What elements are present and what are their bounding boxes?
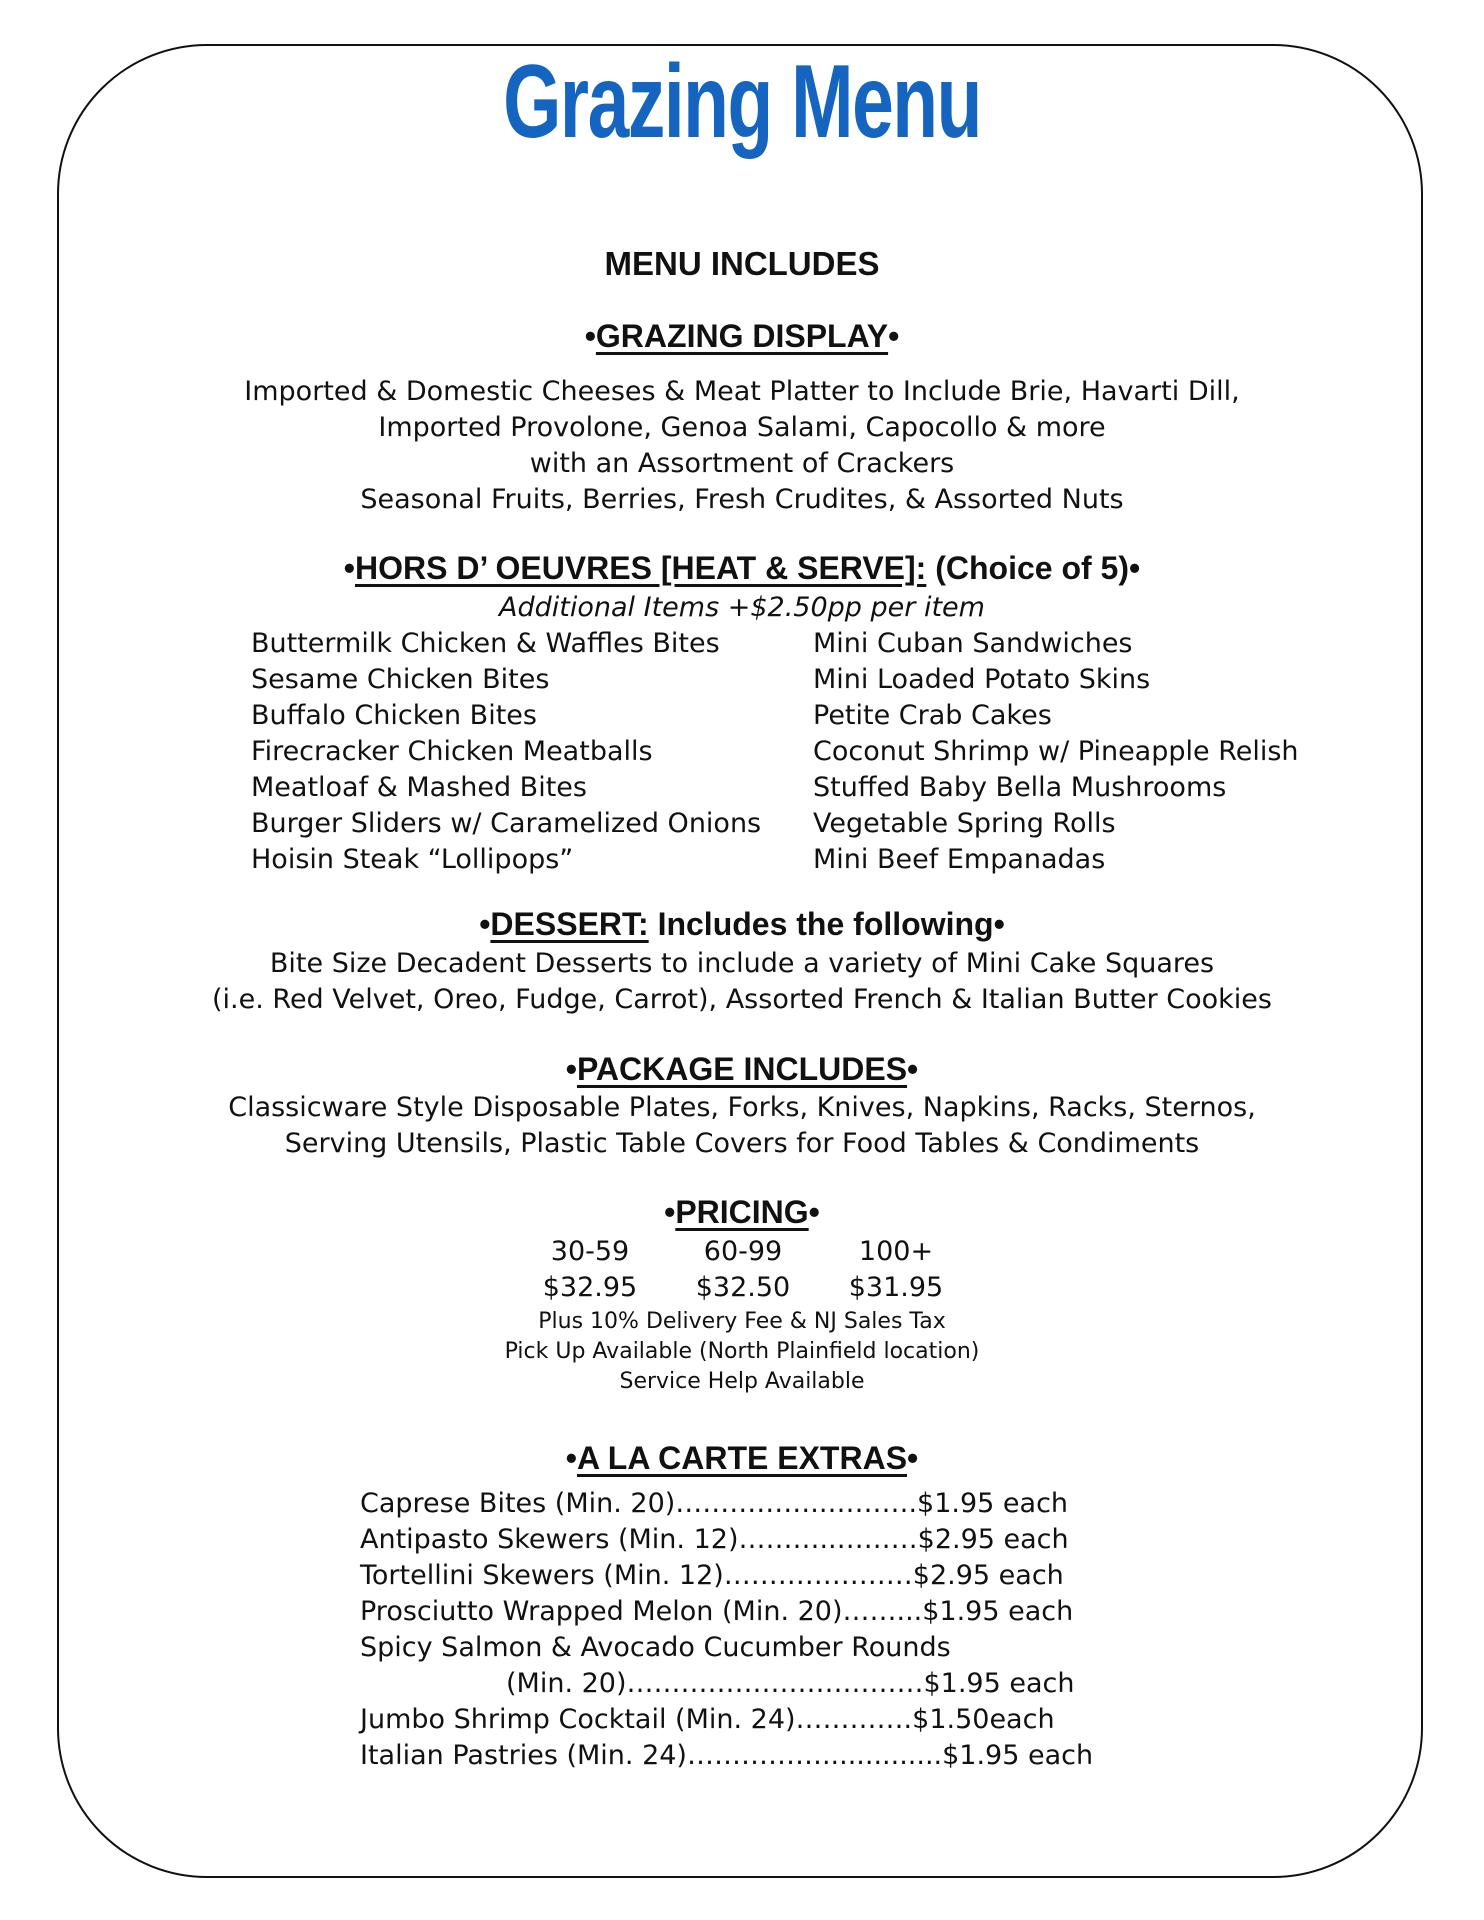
list-item: Sesame Chicken Bites [251,664,550,695]
bullet: • [808,1194,820,1230]
extra-item: Tortellini Skewers (Min. 12)…………………$2.95 each [360,1560,1064,1591]
pricing-price: $32.95 [542,1272,638,1303]
grazing-display-heading [0,316,1484,356]
package-description [0,1090,1484,1162]
pricing-note: Pick Up Available (North Plainfield location) [504,1339,980,1364]
pricing-tier [821,1234,971,1306]
package-includes-heading [0,1049,1484,1089]
bullet: • [907,1051,919,1087]
grazing-display-title: GRAZING DISPLAY [595,318,889,354]
list-item: Meatloaf & Mashed Bites [251,772,587,803]
dessert-line: Bite Size Decadent Desserts to include a variety of Mini Cake Squares [269,948,1215,979]
dessert-subtitle: Includes the following [648,906,994,942]
bullet: • [664,1194,676,1230]
pricing-tier [515,1234,665,1306]
hors-doeuvres-note: Additional Items +$2.50pp per item [499,592,985,623]
grazing-line: with an Assortment of Crackers [529,448,955,479]
hors-doeuvres-heading [0,548,1484,588]
bullet: • [565,1051,577,1087]
extra-item: Spicy Salmon & Avocado Cucumber Rounds [360,1632,951,1663]
list-item: Buffalo Chicken Bites [251,700,537,731]
bullet: • [479,906,491,942]
hors-doeuvres-choice: (Choice of 5) [926,550,1129,586]
list-item: Hoisin Steak “Lollipops” [251,844,574,875]
hors-doeuvres-title: HORS D’ OEUVRES [HEAT & SERVE]: [354,550,927,586]
pricing-range: 100+ [858,1236,934,1267]
dessert-description [0,946,1484,1018]
list-item: Petite Crab Cakes [813,700,1052,731]
grazing-line: Imported Provolone, Genoa Salami, Capocollo & more [378,412,1106,443]
pricing-range: 60-99 [703,1236,783,1267]
dessert-line: (i.e. Red Velvet, Oreo, Fudge, Carrot), Assorted French & Italian Butter Cookies [212,984,1272,1015]
list-item: Burger Sliders w/ Caramelized Onions [251,808,762,839]
list-item: Stuffed Baby Bella Mushrooms [813,772,1227,803]
pricing-notes [0,1307,1484,1397]
a-la-carte-heading [0,1438,1484,1478]
package-line: Serving Utensils, Plastic Table Covers for Food Tables & Condiments [284,1128,1200,1159]
list-item: Buttermilk Chicken & Waffles Bites [251,628,720,659]
list-item: Mini Beef Empanadas [813,844,1106,875]
grazing-display-description [0,374,1484,518]
extra-item: Prosciutto Wrapped Melon (Min. 20)……...$1.95 each [360,1596,1074,1627]
list-item: Mini Loaded Potato Skins [813,664,1151,695]
bullet: • [343,550,355,586]
package-line: Classicware Style Disposable Plates, Forks, Knives, Napkins, Racks, Sternos, [228,1092,1256,1123]
pricing-heading [0,1192,1484,1232]
extra-item: Caprese Bites (Min. 20)……………..……….$1.95 each [360,1488,1069,1519]
bullet: • [907,1440,919,1476]
bullet: • [565,1440,577,1476]
grazing-line: Seasonal Fruits, Berries, Fresh Crudites, & Assorted Nuts [360,484,1124,515]
extra-item: (Min. 20)……………………………$1.95 each [506,1668,1075,1699]
extra-item: Jumbo Shrimp Cocktail (Min. 24)………….$1.50each [360,1704,1055,1735]
pricing-range: 30-59 [550,1236,630,1267]
extra-item: Italian Pastries (Min. 24)……………..............$1.95 each [360,1740,1094,1771]
dessert-heading [0,904,1484,944]
bullet: • [993,906,1005,942]
pricing-note: Service Help Available [619,1369,865,1394]
grazing-line: Imported & Domestic Cheeses & Meat Platter to Include Brie, Havarti Dill, [244,376,1240,407]
bullet: • [584,318,596,354]
dessert-title: DESSERT: [490,906,649,942]
a-la-carte-list [360,1486,1093,1774]
pricing-price: $32.50 [695,1272,791,1303]
list-item: Vegetable Spring Rolls [813,808,1116,839]
package-includes-title: PACKAGE INCLUDES [576,1051,908,1087]
hors-doeuvres-right-column [813,626,1299,878]
menu-title: Grazing Menu [503,44,981,160]
bullet: • [888,318,900,354]
pricing-tier [668,1234,818,1306]
pricing-note: Plus 10% Delivery Fee & NJ Sales Tax [538,1309,946,1334]
menu-includes-heading: MENU INCLUDES [604,245,880,282]
hors-doeuvres-left-column [251,626,761,878]
list-item: Mini Cuban Sandwiches [813,628,1133,659]
bullet: • [1129,550,1141,586]
pricing-price: $31.95 [848,1272,944,1303]
a-la-carte-title: A LA CARTE EXTRAS [576,1440,908,1476]
pricing-title: PRICING [675,1194,809,1230]
list-item: Coconut Shrimp w/ Pineapple Relish [813,736,1299,767]
list-item: Firecracker Chicken Meatballs [251,736,653,767]
extra-item: Antipasto Skewers (Min. 12)………..………$2.95 each [360,1524,1069,1555]
